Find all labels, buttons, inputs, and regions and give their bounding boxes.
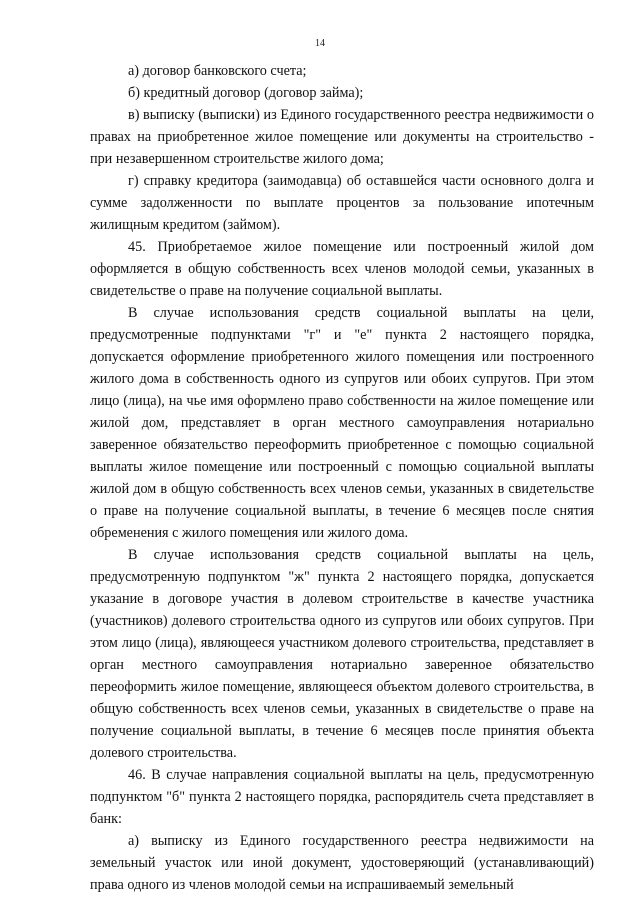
paragraph-registry-extract: в) выписку (выписки) из Единого государственного реестра недвижимости о правах на приобретенное жилое помещение или документы на строительство - при незавершенном строительстве жилого дома; (90, 107, 594, 167)
paragraph-contract-bank-account: а) договор банковского счета; (128, 63, 307, 79)
document-body (90, 60, 594, 896)
paragraph-ownership-spouses: В случае использования средств социальной выплаты на цели, предусмотренные подпунктами "г" и "е" пункта 2 настоящего порядка, допускается оформление приобретенного жилого помещения или построенного жилого дома в собственность одного из супругов или обоих супругов. При этом лицо (лица), на чье имя оформлено право собственности на жилое помещение или жилой дом, представляет в орган местного самоуправления нотариально заверенное обязательство переоформить приобретенное с помощью социальной выплаты жилое помещение или построенный с помощью социальной выплаты жилой дом в общую собственность всех членов семьи, указанных в свидетельстве о праве на получение социальной выплаты, в течение 6 месяцев после снятия обременения с жилого помещения или жилого дома. (90, 305, 594, 541)
paragraph-creditor-statement: г) справку кредитора (заимодавца) об оставшейся части основного долга и сумме задолженности по выплате процентов за пользование ипотечным жилищным кредитом (займом). (90, 173, 594, 233)
paragraph-item-46: 46. В случае направления социальной выплаты на цель, предусмотренную подпунктом "б" пункта 2 настоящего порядка, распорядитель счета представляет в банк: (90, 767, 594, 827)
paragraph-item-45: 45. Приобретаемое жилое помещение или построенный жилой дом оформляется в общую собственность всех членов молодой семьи, указанных в свидетельстве о праве на получение социальной выплаты. (90, 239, 594, 299)
paragraph-loan-agreement: б) кредитный договор (договор займа); (128, 85, 364, 101)
page-number: 14 (315, 38, 325, 49)
paragraph-land-plot-extract: а) выписку из Единого государственного реестра недвижимости на земельный участок или иной документ, удостоверяющий (устанавливающий) права одного из членов молодой семьи на испрашиваемый земельный (90, 833, 594, 893)
paragraph-shared-construction: В случае использования средств социальной выплаты на цель, предусмотренную подпунктом "ж" пункта 2 настоящего порядка, допускается указание в договоре участия в долевом строительстве в качестве участника (участников) долевого строительства одного из супругов или обоих супругов. При этом лицо (лица), являющееся участником долевого строительства, представляет в орган местного самоуправления нотариально заверенное обязательство переоформить жилое помещение, являющееся объектом долевого строительства, в общую собственность всех членов семьи, указанных в свидетельстве о праве на получение социальной выплаты, в течение 6 месяцев после принятия объекта долевого строительства. (90, 547, 594, 761)
